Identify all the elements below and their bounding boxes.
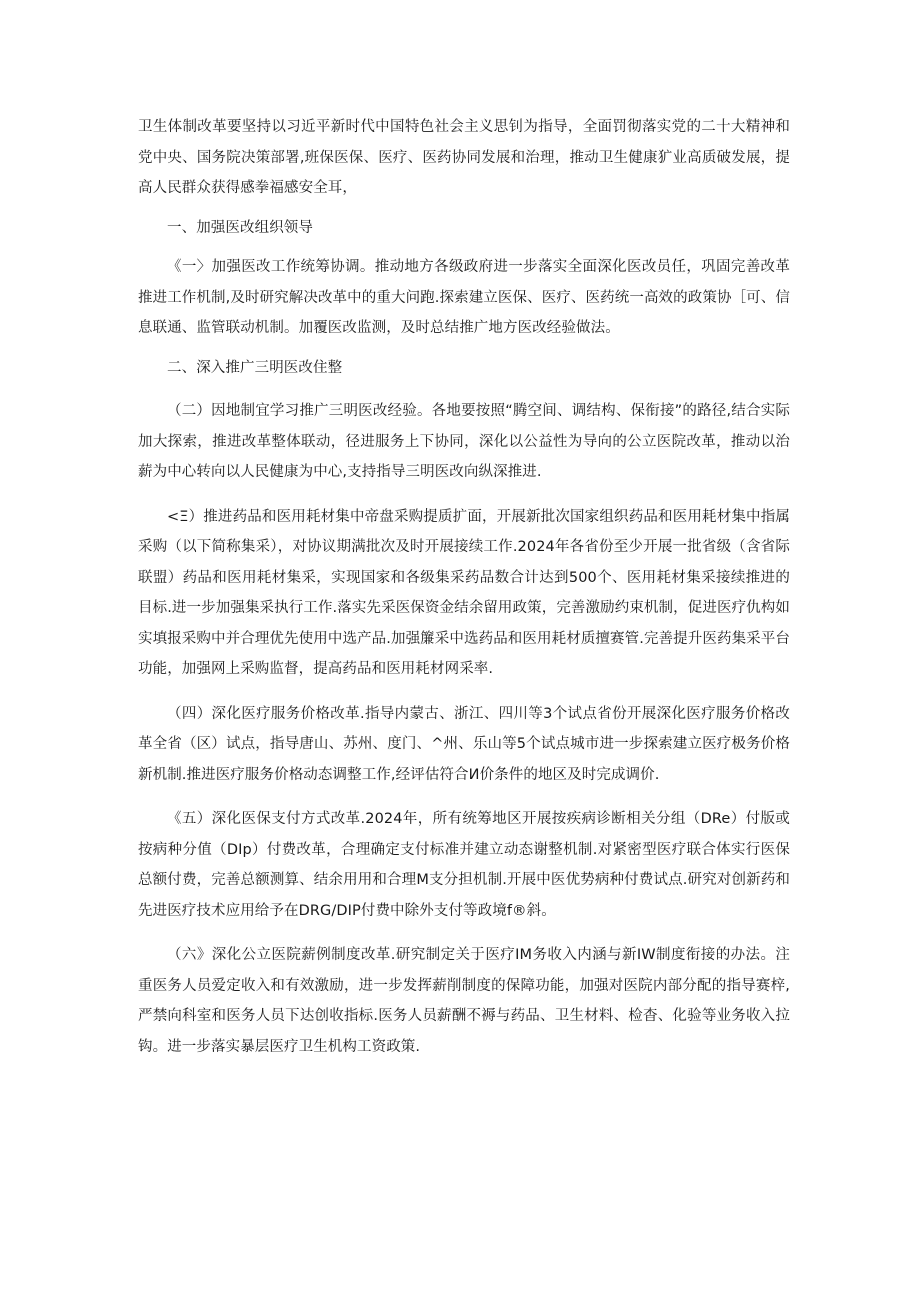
- section-heading-2: 二、深入推广三明医改住整: [167, 359, 343, 376]
- paragraph-item-5: 《五）深化医保支付方式改革.2024年，所有统筹地区开展按疾病诊断相关分组（DRe）付版或按病种分值（DIp）付费改革，合理确定支付标准并建立动态谢整机制.对紧密型医疗联合体实行医保总额付费，完善总额测算、结余用用和合理M支分担机制.开展中医优势病种付费试点.研究对创新药和先进医疗技术应用给予在DRG/DIP付费中除外支付等政境f®斜。: [138, 811, 790, 919]
- paragraph-item-2: （二）因地制宜学习推广三明医改经验。各地要按照“腾空间、调结构、保衔接”的路径,结合实际加大探索，推进改革整体联动，径进服务上下协同，深化以公益性为导向的公立医院改革，推动以治薪为中心转向以人民健康为中心,支持指导三明医改向纵深推进.: [138, 403, 790, 480]
- paragraph-item-4: （四）深化医疗服务价格改革.指导内蒙古、浙江、四川等3个试点省份开展深化医疗服务价格改革全省（区）试点，指导唐山、苏州、度门、^州、乐山等5个试点城市进一步探索建立医疗极务价格新机制.推进医疗服务价格动态调整工作,经评估符合И价条件的地区及时完成调价.: [138, 705, 790, 783]
- paragraph-item-6: （六》深化公立医院薪例制度改革.研究制定关于医疗IM务收入内涵与新IW制度衔接的办法。注重医务人员爱定收入和有效激励，进一步发挥薪削制度的保障功能，加强对医院内部分配的指导赛梓,严禁向科室和医务人员下达创收指标.医务人员薪酬不褥与药品、卫生材料、检杳、化验等业务收入拉钩。进一步落实暴层医疗卫生机构工资政策.: [138, 947, 790, 1055]
- intro-paragraph: 卫生体制改革要坚持以习近平新时代中国特色社会主义思钊为指导，全面罚彻落实党的二十大精神和党中央、国务院决策部署,班保医保、医疗、医药协同发展和治理，推动卫生健康犷业高质破发展，提高人民群众获得感拳福感安全耳，: [138, 119, 790, 196]
- document-body: [138, 112, 790, 1062]
- paragraph-item-1: 《一〉加强医改工作统筹协调。推动地方各级政府进一步落实全面深化医改员任，巩固完善改革推进工作机制,及时研究解决改革中的重大问跑.探索建立医保、医疗、医药统一高效的政策协［可、信息联通、监管联动机制。加覆医改监测，及时总结推广地方医改经验做法。: [138, 259, 790, 336]
- paragraph-item-3: <Ξ）推进药品和医用耗材集中帝盘采购提质扩面，开展新批次国家组织药品和医用耗材集中指属采购（以下简称集采），对协议期满批次及时开展接续工作.2024年各省份至少开展一批省级（含省际联盟）药品和医用耗材集采，实现国家和各级集采药品数合计达到500个、医用耗材集采接续推进的目标.进一步加强集采执行工作.落实先采医保资金结余留用政策，完善激励约束机制，促进医疗仇构如实填报采购中并合理优先使用中选产品.加强簾采中选药品和医用耗材质擅赛管.完善提升医药集采平台功能，加强网上采购监督，提高药品和医用耗材网采率.: [138, 508, 790, 677]
- section-heading-1: 一、加强医改组织领导: [167, 219, 313, 236]
